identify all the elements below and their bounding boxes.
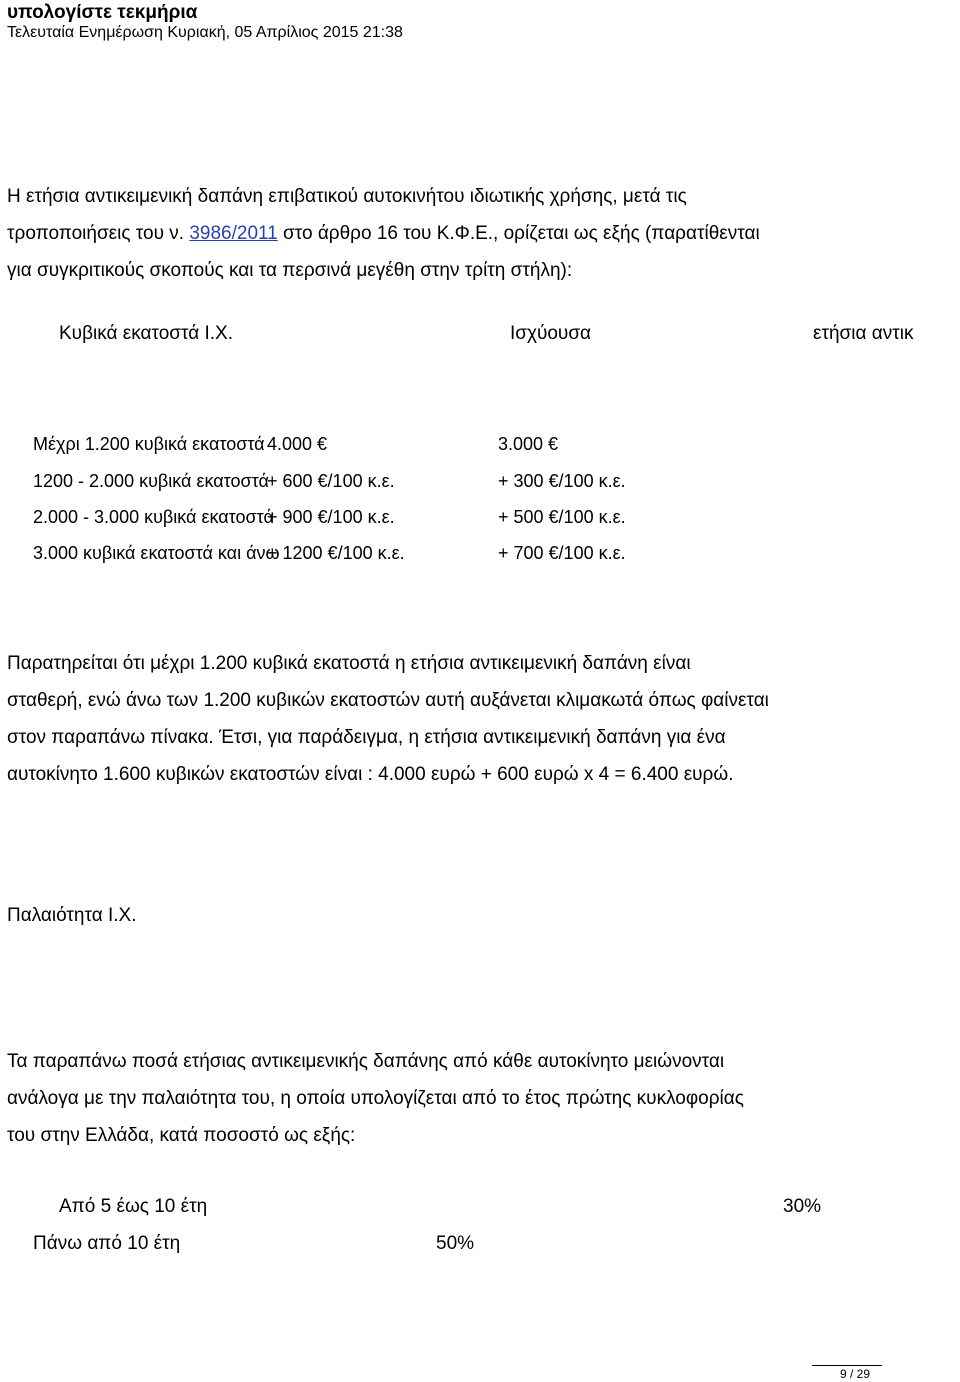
footer-divider	[812, 1365, 882, 1366]
note-line-4: αυτοκίνητο 1.600 κυβικών εκατοστών είναι : 4.000 ευρώ + 600 ευρώ x 4 = 6.400 ευρώ.	[7, 764, 734, 785]
age-row-label: Από 5 έως 10 έτη	[59, 1196, 208, 1217]
age-line-2: ανάλογα με την παλαιότητα του, η οποία υπολογίζεται από το έτος πρώτης κυκλοφορίας	[7, 1088, 744, 1109]
cost-row-current: 4.000 €	[267, 434, 328, 454]
cost-row-previous: + 300 €/100 κ.ε.	[498, 471, 626, 491]
intro-line-2	[7, 215, 760, 252]
cost-row-range: 2.000 - 3.000 κυβικά εκατοστά	[33, 507, 274, 527]
age-row-value: 30%	[783, 1196, 822, 1217]
intro-line-1: Η ετήσια αντικειμενική δαπάνη επιβατικού αυτοκινήτου ιδιωτικής χρήσης, μετά τις	[7, 186, 687, 207]
page-title: υπολογίστε τεκμήρια	[7, 2, 198, 23]
note-paragraph	[7, 645, 769, 793]
note-line-2: σταθερή, ενώ άνω των 1.200 κυβικών εκατοστών αυτή αυξάνεται κλιμακωτά όπως φαίνεται	[7, 690, 769, 711]
cost-row-range: Μέχρι 1.200 κυβικά εκατοστά	[33, 434, 265, 454]
age-line-1: Τα παραπάνω ποσά ετήσιας αντικειμενικής δαπάνης από κάθε αυτοκίνητο μειώνονται	[7, 1051, 725, 1072]
age-heading: Παλαιότητα Ι.Χ.	[7, 905, 137, 926]
age-row-label: Πάνω από 10 έτη	[33, 1233, 181, 1254]
intro-paragraph	[7, 178, 760, 289]
note-line-3: στον παραπάνω πίνακα. Έτσι, για παράδειγμα, η ετήσια αντικειμενική δαπάνη για ένα	[7, 727, 726, 748]
cost-row-current: + 900 €/100 κ.ε.	[267, 507, 395, 527]
intro-line-3: για συγκριτικούς σκοπούς και τα περσινά μεγέθη στην τρίτη στήλη):	[7, 260, 573, 281]
cost-row-range: 3.000 κυβικά εκατοστά και άνω	[33, 543, 280, 563]
header-current: Ισχύουσα	[510, 323, 592, 344]
cost-row-previous: + 500 €/100 κ.ε.	[498, 507, 626, 527]
age-line-3: του στην Ελλάδα, κατά ποσοστό ως εξής:	[7, 1125, 356, 1146]
age-row-value: 50%	[436, 1233, 475, 1254]
last-updated: Τελευταία Ενημέρωση Κυριακή, 05 Απρίλιος 2015 21:38	[7, 24, 403, 41]
cost-row-previous: + 700 €/100 κ.ε.	[498, 543, 626, 563]
cost-row-current: + 1200 €/100 κ.ε.	[267, 543, 405, 563]
intro-line-2-end: στο άρθρο 16 του Κ.Φ.Ε., ορίζεται ως εξής (παρατίθενται	[277, 223, 760, 244]
cost-row-current: + 600 €/100 κ.ε.	[267, 471, 395, 491]
law-link[interactable]: 3986/2011	[189, 223, 278, 244]
age-paragraph	[7, 1043, 744, 1154]
cost-row-previous: 3.000 €	[498, 434, 559, 454]
page-number: 9 / 29	[840, 1367, 871, 1381]
cost-row-range: 1200 - 2.000 κυβικά εκατοστά	[33, 471, 269, 491]
header-annual-cost: ετήσια αντικ	[813, 323, 914, 344]
note-line-1: Παρατηρείται ότι μέχρι 1.200 κυβικά εκατοστά η ετήσια αντικειμενική δαπάνη είναι	[7, 653, 691, 674]
intro-line-2-start: τροποποιήσεις του ν.	[7, 223, 190, 244]
header-cubic-cm: Κυβικά εκατοστά Ι.Χ.	[59, 323, 234, 344]
